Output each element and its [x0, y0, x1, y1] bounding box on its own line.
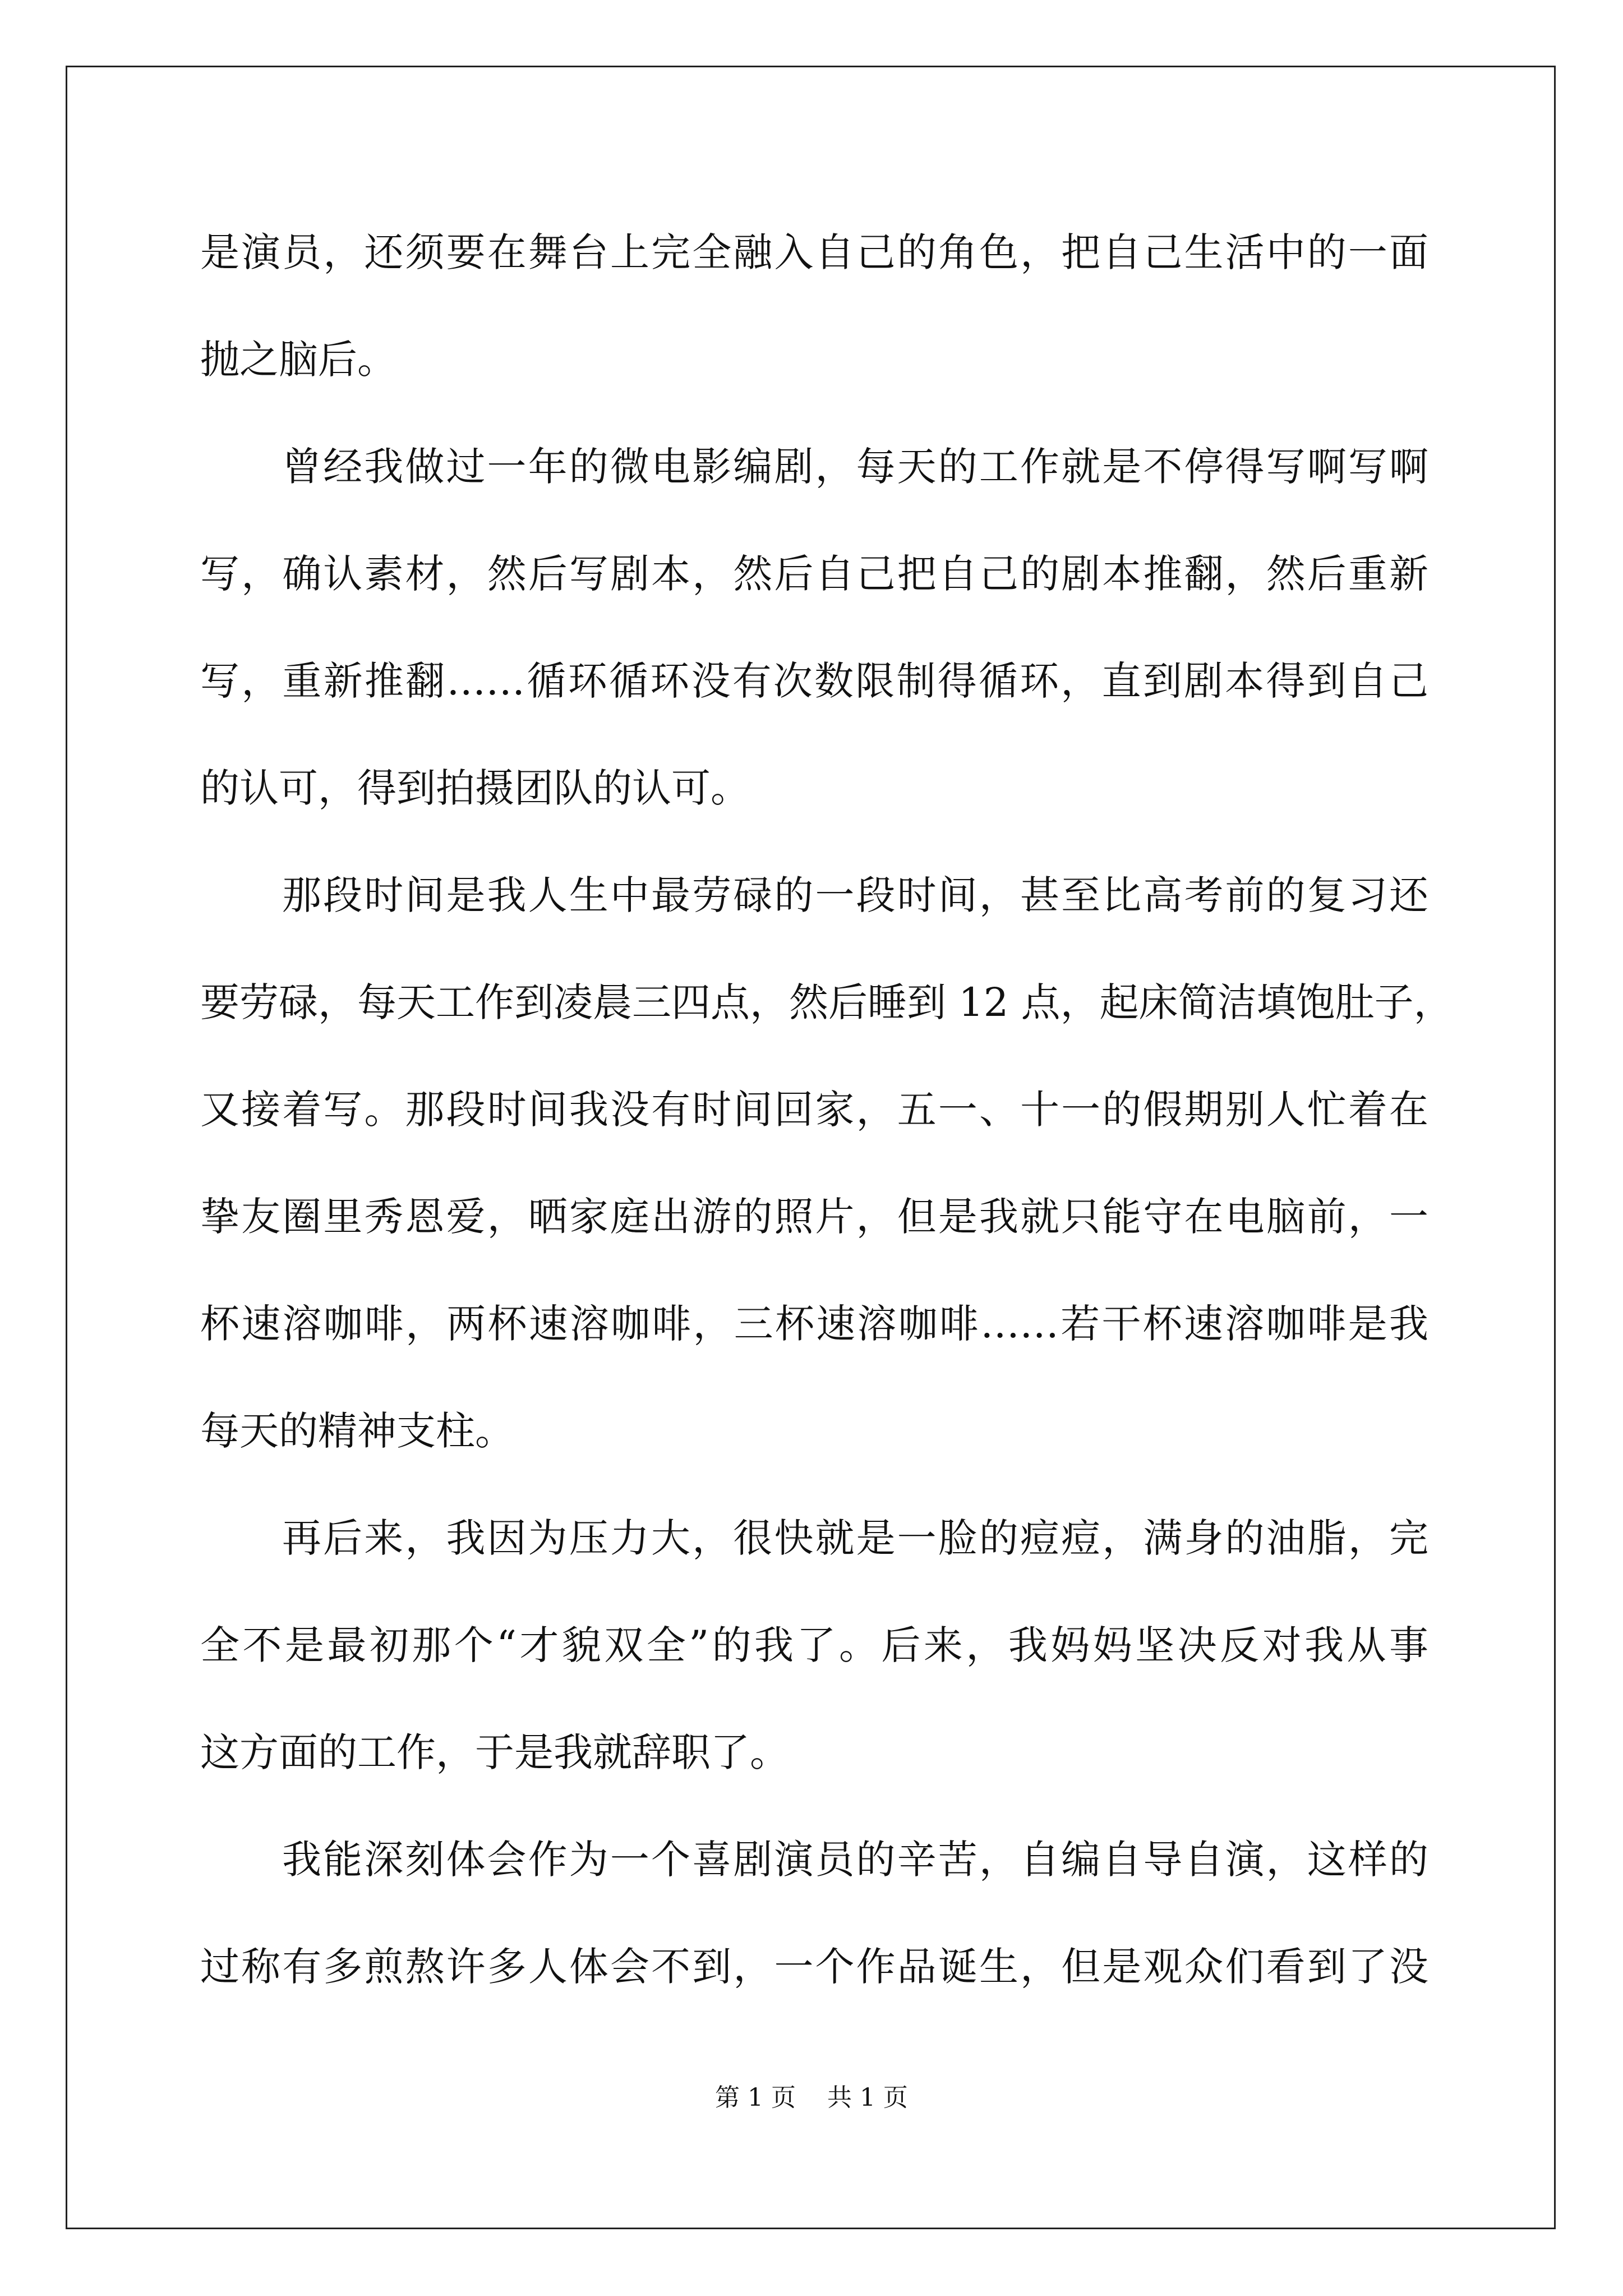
text-line: 是演员，还须要在舞台上完全融入自己的角色，把自己生活中的一面: [200, 229, 1428, 275]
text-line: 杯速溶咖啡，两杯速溶咖啡，三杯速溶咖啡……若干杯速溶咖啡是我: [200, 1301, 1428, 1347]
text-line: 的认可，得到拍摄团队的认可。: [200, 765, 750, 811]
paragraph-first-line: 再后来，我因为压力大，很快就是一脸的痘痘，满身的油脂，完: [282, 1515, 1428, 1561]
text-line: 写，重新推翻……循环循环没有次数限制得循环，直到剧本得到自己: [200, 658, 1428, 704]
text-line: 抛之脑后。: [200, 337, 396, 383]
page-number-footer: 第 1 页 共 1 页: [715, 2083, 908, 2112]
text-line: 又接着写。那段时间我没有时间回家，五一、十一的假期别人忙着在: [200, 1087, 1428, 1133]
text-line: 全不是最初那个“才貌双全”的我了。后来，我妈妈坚决反对我从事: [200, 1622, 1428, 1668]
text-line: 每天的精神支柱。: [200, 1408, 514, 1454]
text-line: 挚友圈里秀恩爱，晒家庭出游的照片，但是我就只能守在电脑前，一: [200, 1194, 1428, 1240]
text-line: 要劳碌，每天工作到凌晨三四点，然后睡到 12 点，起床简洁填饱肚子，: [200, 979, 1453, 1025]
paragraph-first-line: 曾经我做过一年的微电影编剧，每天的工作就是不停得写啊写啊: [282, 444, 1428, 490]
text-line: 这方面的工作，于是我就辞职了。: [200, 1729, 789, 1775]
paragraph-first-line: 我能深刻体会作为一个喜剧演员的辛苦，自编自导自演，这样的: [282, 1837, 1428, 1883]
text-line: 写，确认素材，然后写剧本，然后自己把自己的剧本推翻，然后重新: [200, 551, 1428, 597]
text-line: 过称有多煎熬许多人体会不到，一个作品诞生，但是观众们看到了没: [200, 1944, 1428, 1990]
paragraph-first-line: 那段时间是我人生中最劳碌的一段时间，甚至比高考前的复习还: [282, 872, 1428, 918]
document-body: [200, 199, 1453, 2021]
